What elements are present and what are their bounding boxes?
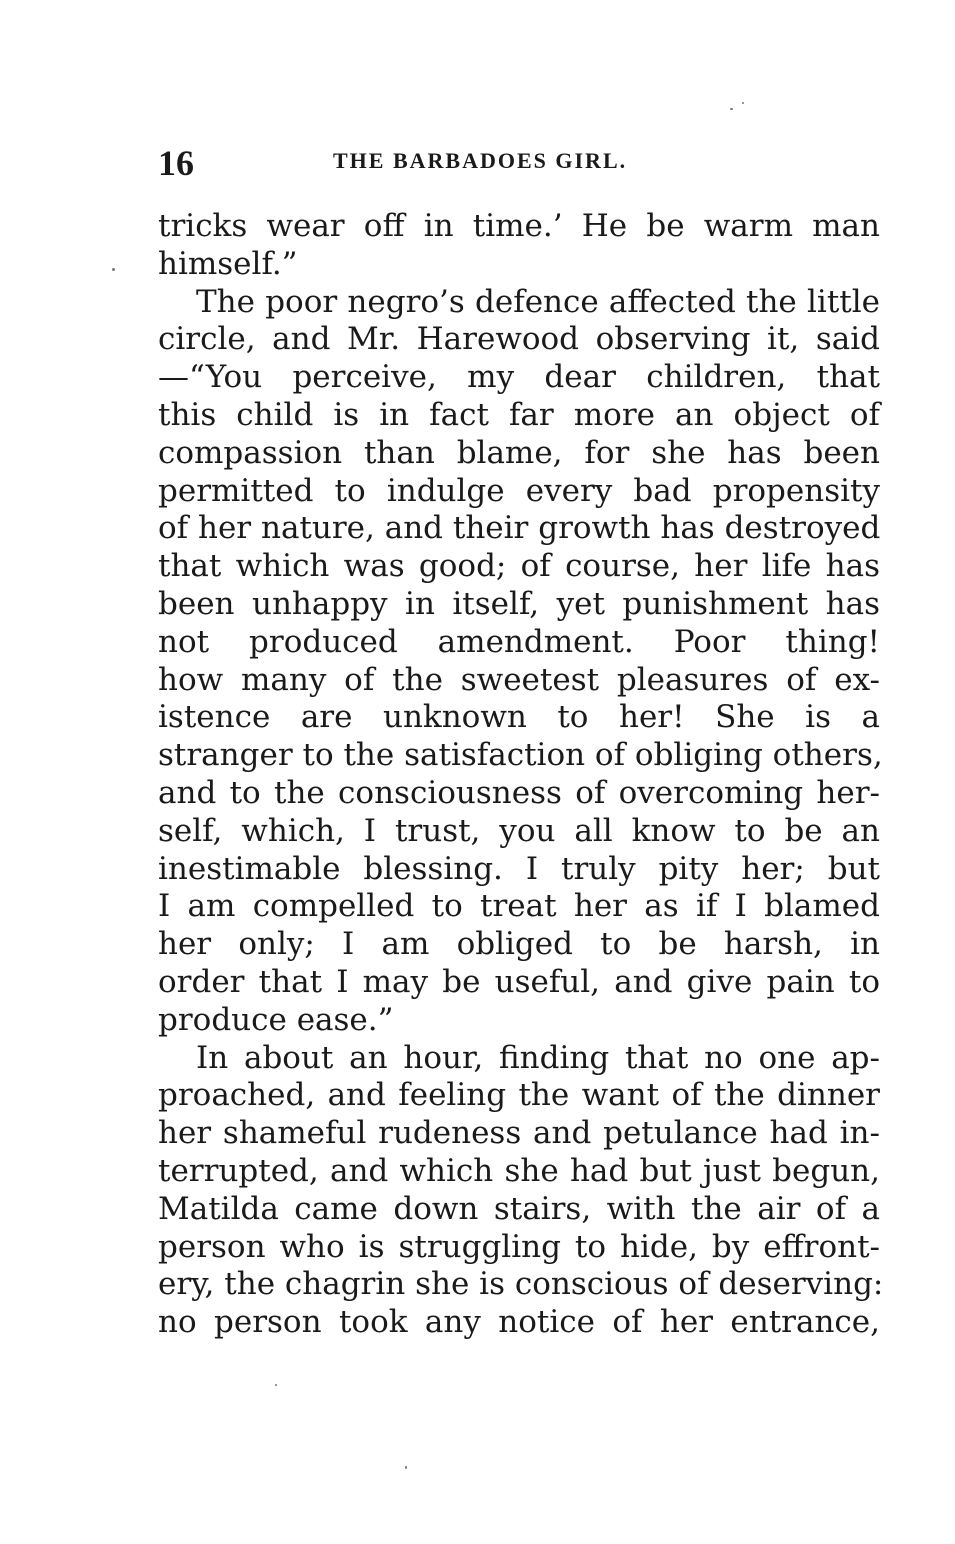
scan-speck	[275, 1384, 277, 1386]
text-line: permitted to indulge every bad propensity	[158, 472, 880, 509]
scan-speck	[730, 108, 733, 110]
text-line: istence are unknown to her! She is a	[158, 699, 880, 736]
text-line: how many of the sweetest pleasures of ex-	[158, 661, 880, 698]
text-line: In about an hour, finding that no one ap-	[196, 1039, 880, 1076]
text-line: compassion than blame, for she has been	[158, 434, 880, 471]
text-line: been unhappy in itself, yet punishment has	[158, 585, 880, 622]
book-title: THE BARBADOES GIRL.	[333, 148, 628, 173]
running-header	[158, 142, 878, 182]
text-line: order that I may be useful, and give pain to	[158, 963, 880, 1000]
body-text	[158, 208, 884, 1342]
text-line: that which was good; of course, her life has	[158, 548, 880, 585]
text-line: of her nature, and their growth has destroyed	[158, 510, 881, 547]
text-line: not produced amendment. Poor thing!	[158, 623, 880, 660]
text-line: I am compelled to treat her as if I blamed	[158, 888, 880, 925]
text-line: —“You perceive, my dear children, that	[158, 359, 880, 396]
text-line: terrupted, and which she had but just begun,	[158, 1152, 880, 1189]
text-line: her shameful rudeness and petulance had in-	[158, 1115, 880, 1152]
scan-speck	[405, 1466, 407, 1469]
text-line: person who is struggling to hide, by effront-	[158, 1228, 880, 1265]
text-line: her only; I am obliged to be harsh, in	[158, 926, 880, 963]
text-line: Matilda came down stairs, with the air of a	[158, 1190, 880, 1227]
text-line: self, which, I trust, you all know to be an	[158, 812, 880, 849]
text-line: ery, the chagrin she is conscious of deserving:	[158, 1266, 884, 1303]
scan-speck	[742, 102, 744, 104]
text-line: himself.”	[158, 245, 298, 282]
text-line: inestimable blessing. I truly pity her; but	[158, 850, 880, 887]
text-line: tricks wear off in time.’ He be warm man	[158, 208, 880, 244]
page-number: 16	[158, 143, 194, 183]
text-line: and to the consciousness of overcoming her-	[158, 774, 880, 811]
scan-speck	[112, 268, 115, 271]
text-line: produce ease.”	[158, 1001, 394, 1038]
text-line: proached, and feeling the want of the dinner	[158, 1077, 880, 1114]
text-line: circle, and Mr. Harewood observing it, said	[158, 321, 880, 358]
text-line: no person took any notice of her entrance,	[158, 1304, 880, 1341]
text-line: The poor negro’s defence affected the little	[196, 283, 880, 320]
text-line: stranger to the satisfaction of obliging others,	[158, 737, 883, 774]
text-line: this child is in fact far more an object of	[158, 396, 880, 433]
